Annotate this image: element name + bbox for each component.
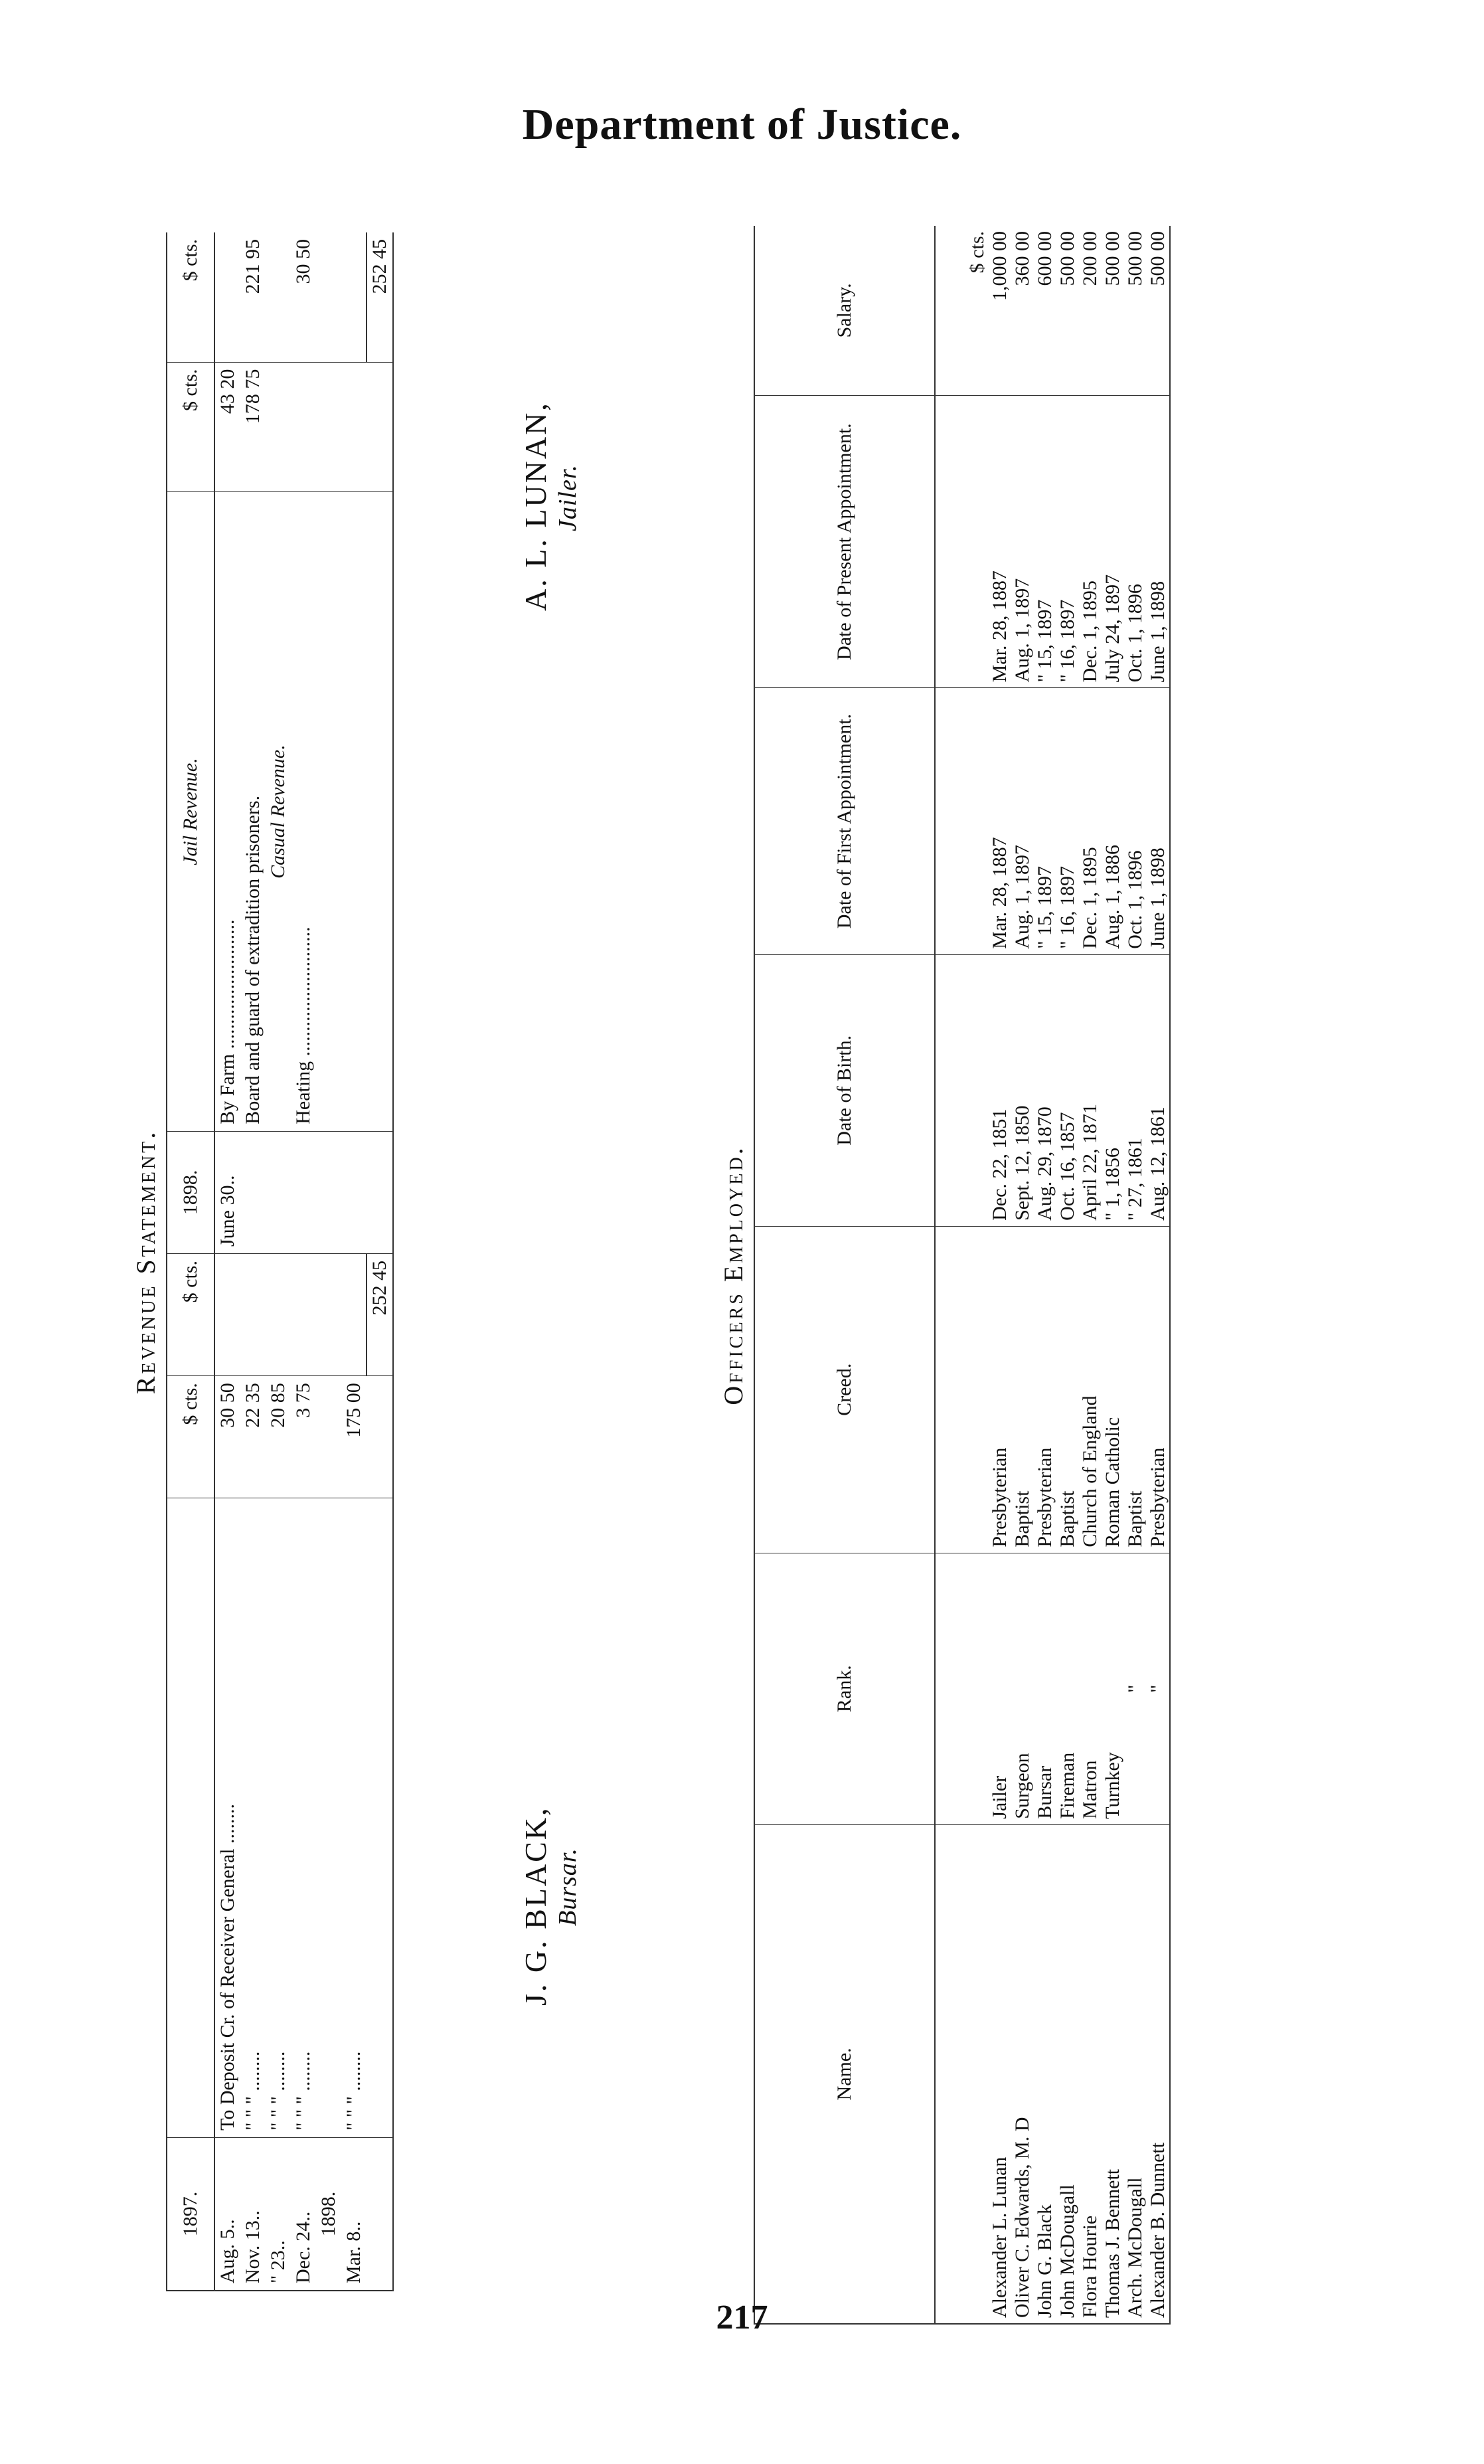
officer-present-appointment: July 24, 1897 <box>1102 395 1124 688</box>
rev-total-right <box>266 232 291 362</box>
officer-birth: Dec. 22, 1851 <box>989 954 1011 1226</box>
officer-creed: Baptist <box>1124 1226 1147 1553</box>
rev-total-right <box>214 232 240 362</box>
rev-date: " 23.. <box>266 2137 291 2291</box>
officer-creed: Baptist <box>1011 1226 1034 1553</box>
officer-creed: Roman Catholic <box>1102 1226 1124 1553</box>
revenue-table <box>166 232 394 2291</box>
rev-total-right: 221 95 <box>240 232 266 362</box>
rev-desc: " " " ........ <box>240 1498 266 2137</box>
officer-salary: 1,000 00 <box>989 226 1011 395</box>
officer-name: John McDougall <box>1056 1824 1079 2324</box>
rev-empty <box>341 492 367 1131</box>
rev-total <box>316 1254 341 1376</box>
rev-right-total: 252 45 <box>367 232 393 362</box>
officer-salary: 500 00 <box>1056 226 1079 395</box>
rev-desc: " " " ........ <box>341 1498 367 2137</box>
officer-name: John G. Black <box>1034 1824 1056 2324</box>
officer-salary: 500 00 <box>1102 226 1124 395</box>
header-salary: Salary. <box>754 226 935 395</box>
header-creed: Creed. <box>754 1226 935 1553</box>
officer-birth: April 22, 1871 <box>1079 954 1102 1226</box>
officers-table <box>754 226 1171 2325</box>
table-row <box>1034 226 1056 2324</box>
salary-unit: $ cts. <box>935 226 989 395</box>
officer-first-appointment: Aug. 1, 1897 <box>1011 688 1034 954</box>
rev-amount-right: 178 75 <box>240 362 266 492</box>
rev-desc <box>316 1498 341 2137</box>
rev-empty <box>367 492 393 1131</box>
rev-amount: 3 75 <box>291 1376 316 1498</box>
rev-date: Dec. 24.. <box>291 2137 316 2291</box>
officer-birth: Aug. 12, 1861 <box>1147 954 1170 1226</box>
officer-rank: Fireman <box>1056 1553 1079 1824</box>
page-number: 217 <box>716 2299 768 2336</box>
header-birth: Date of Birth. <box>754 954 935 1226</box>
rev-empty <box>367 1131 393 1253</box>
rev-empty <box>341 232 367 362</box>
officer-present-appointment: " 15, 1897 <box>1034 395 1056 688</box>
signature-bursar-title: Bursar. <box>554 1848 582 1926</box>
table-row <box>1147 226 1170 2324</box>
header-rank: Rank. <box>754 1553 935 1824</box>
rev-empty <box>367 362 393 492</box>
officer-rank: " <box>1124 1553 1147 1824</box>
table-row <box>1124 226 1147 2324</box>
rev-date: 1898. <box>316 2137 341 2291</box>
officer-present-appointment: June 1, 1898 <box>1147 395 1170 688</box>
rev-date-right <box>266 1131 291 1253</box>
rev-amount-right <box>266 362 291 492</box>
rev-left-desc-header <box>167 1498 214 2137</box>
revenue-row <box>341 232 367 2291</box>
officer-present-appointment: Mar. 28, 1887 <box>989 395 1011 688</box>
units-empty <box>935 1553 989 1824</box>
rev-date-right: June 30.. <box>214 1131 240 1253</box>
officer-salary: 500 00 <box>1124 226 1147 395</box>
officer-birth: " 27, 1861 <box>1124 954 1147 1226</box>
signature-bursar-name: J. G. BLACK, <box>519 1806 552 2006</box>
officer-first-appointment: " 16, 1897 <box>1056 688 1079 954</box>
units-empty <box>935 954 989 1226</box>
officer-present-appointment: Aug. 1, 1897 <box>1011 395 1034 688</box>
rev-desc: To Deposit Cr. of Receiver General ........ <box>214 1498 240 2137</box>
rev-date: Mar. 8.. <box>341 2137 367 2291</box>
revenue-total-row <box>367 232 393 2291</box>
rev-amount-right <box>291 362 316 492</box>
officer-present-appointment: Dec. 1, 1895 <box>1079 395 1102 688</box>
table-row <box>989 226 1011 2324</box>
officer-first-appointment: Mar. 28, 1887 <box>989 688 1011 954</box>
units-empty <box>935 395 989 688</box>
revenue-row <box>214 232 240 2291</box>
officer-salary: 600 00 <box>1034 226 1056 395</box>
signature-jailer <box>518 401 582 611</box>
officer-rank: Turnkey <box>1102 1553 1124 1824</box>
rev-left-total: 252 45 <box>367 1254 393 1376</box>
officer-rank: Bursar <box>1034 1553 1056 1824</box>
officer-creed: Church of England <box>1079 1226 1102 1553</box>
rev-amount: 22 35 <box>240 1376 266 1498</box>
rev-total <box>291 1254 316 1376</box>
rev-empty <box>367 2137 393 2291</box>
officers-employed <box>714 226 1232 2325</box>
signature-jailer-title: Jailer. <box>554 464 582 531</box>
rev-left-total-header: $ cts. <box>167 1254 214 1376</box>
header-name: Name. <box>754 1824 935 2324</box>
rev-amount: 30 50 <box>214 1376 240 1498</box>
officer-first-appointment: Aug. 1, 1886 <box>1102 688 1124 954</box>
officer-rank: Surgeon <box>1011 1553 1034 1824</box>
officer-rank: Jailer <box>989 1553 1011 1824</box>
rev-empty <box>316 1131 341 1253</box>
rev-total-right: 30 50 <box>291 232 316 362</box>
header-present-appointment: Date of Present Appointment. <box>754 395 935 688</box>
rev-amount <box>316 1376 341 1498</box>
officer-creed: Presbyterian <box>1034 1226 1056 1553</box>
officer-salary: 360 00 <box>1011 226 1034 395</box>
rev-amount-right: 43 20 <box>214 362 240 492</box>
rev-left-amount-header: $ cts. <box>167 1376 214 1498</box>
rev-total <box>240 1254 266 1376</box>
rev-empty <box>341 362 367 492</box>
rev-date-right <box>240 1131 266 1253</box>
officer-creed: Presbyterian <box>1147 1226 1170 1553</box>
signature-bursar <box>518 1806 582 2006</box>
rev-date: Nov. 13.. <box>240 2137 266 2291</box>
officer-rank: " <box>1147 1553 1170 1824</box>
signature-jailer-name: A. L. LUNAN, <box>519 401 552 611</box>
officer-salary: 200 00 <box>1079 226 1102 395</box>
officer-present-appointment: Oct. 1, 1896 <box>1124 395 1147 688</box>
rev-empty <box>316 362 341 492</box>
rev-empty <box>367 1376 393 1498</box>
revenue-row <box>240 232 266 2291</box>
rev-total <box>214 1254 240 1376</box>
revenue-statement <box>126 232 458 2291</box>
officer-name: Alexander L. Lunan <box>989 1824 1011 2324</box>
rev-empty <box>367 1498 393 2137</box>
rev-desc: " " " ........ <box>291 1498 316 2137</box>
revenue-row <box>291 232 316 2291</box>
units-empty <box>935 1226 989 1553</box>
officer-name: Oliver C. Edwards, M. D <box>1011 1824 1034 2324</box>
table-row <box>1079 226 1102 2324</box>
rev-right-total-header: $ cts. <box>167 232 214 362</box>
officers-employed-title: Officers Employed. <box>718 1145 748 1405</box>
rev-desc-right: Board and guard of extradition prisoners. <box>240 492 266 1131</box>
revenue-statement-title: Revenue Statement. <box>131 1129 161 1395</box>
officer-name: Alexander B. Dunnett <box>1147 1824 1170 2324</box>
officer-first-appointment: " 15, 1897 <box>1034 688 1056 954</box>
officer-rank: Matron <box>1079 1553 1102 1824</box>
officer-birth: Sept. 12, 1850 <box>1011 954 1034 1226</box>
officer-name: Thomas J. Bennett <box>1102 1824 1124 2324</box>
officer-creed: Baptist <box>1056 1226 1079 1553</box>
rev-left-year-header: 1897. <box>167 2137 214 2291</box>
rev-total <box>341 1254 367 1376</box>
rev-empty <box>316 232 341 362</box>
rev-right-amount-header: $ cts. <box>167 362 214 492</box>
rev-date: Aug. 5.. <box>214 2137 240 2291</box>
rev-amount: 175 00 <box>341 1376 367 1498</box>
table-row <box>1102 226 1124 2324</box>
rev-amount: 20 85 <box>266 1376 291 1498</box>
rev-desc-right: By Farm .......................... <box>214 492 240 1131</box>
officer-first-appointment: June 1, 1898 <box>1147 688 1170 954</box>
officer-birth: Aug. 29, 1870 <box>1034 954 1056 1226</box>
officer-first-appointment: Dec. 1, 1895 <box>1079 688 1102 954</box>
rev-total <box>266 1254 291 1376</box>
table-row <box>1011 226 1034 2324</box>
officer-birth: Oct. 16, 1857 <box>1056 954 1079 1226</box>
officer-name: Arch. McDougall <box>1124 1824 1147 2324</box>
officer-birth: " 1, 1856 <box>1102 954 1124 1226</box>
table-row <box>1056 226 1079 2324</box>
rev-desc: " " " ........ <box>266 1498 291 2137</box>
rev-empty <box>316 492 341 1131</box>
officer-creed: Presbyterian <box>989 1226 1011 1553</box>
rev-desc-right: Casual Revenue. <box>266 492 291 1131</box>
rev-right-year-header: 1898. <box>167 1131 214 1253</box>
rev-desc-right: Heating .......................... <box>291 492 316 1131</box>
officer-name: Flora Hourie <box>1079 1824 1102 2324</box>
page-title: Department of Justice. <box>522 100 962 149</box>
rev-empty <box>341 1131 367 1253</box>
officer-salary: 500 00 <box>1147 226 1170 395</box>
header-first-appointment: Date of First Appointment. <box>754 688 935 954</box>
units-empty <box>935 688 989 954</box>
rev-right-desc-header: Jail Revenue. <box>167 492 214 1131</box>
rev-date-right <box>291 1131 316 1253</box>
officer-first-appointment: Oct. 1, 1896 <box>1124 688 1147 954</box>
units-empty <box>935 1824 989 2324</box>
officer-present-appointment: " 16, 1897 <box>1056 395 1079 688</box>
revenue-row <box>316 232 341 2291</box>
units-row <box>935 226 989 2324</box>
revenue-row <box>266 232 291 2291</box>
